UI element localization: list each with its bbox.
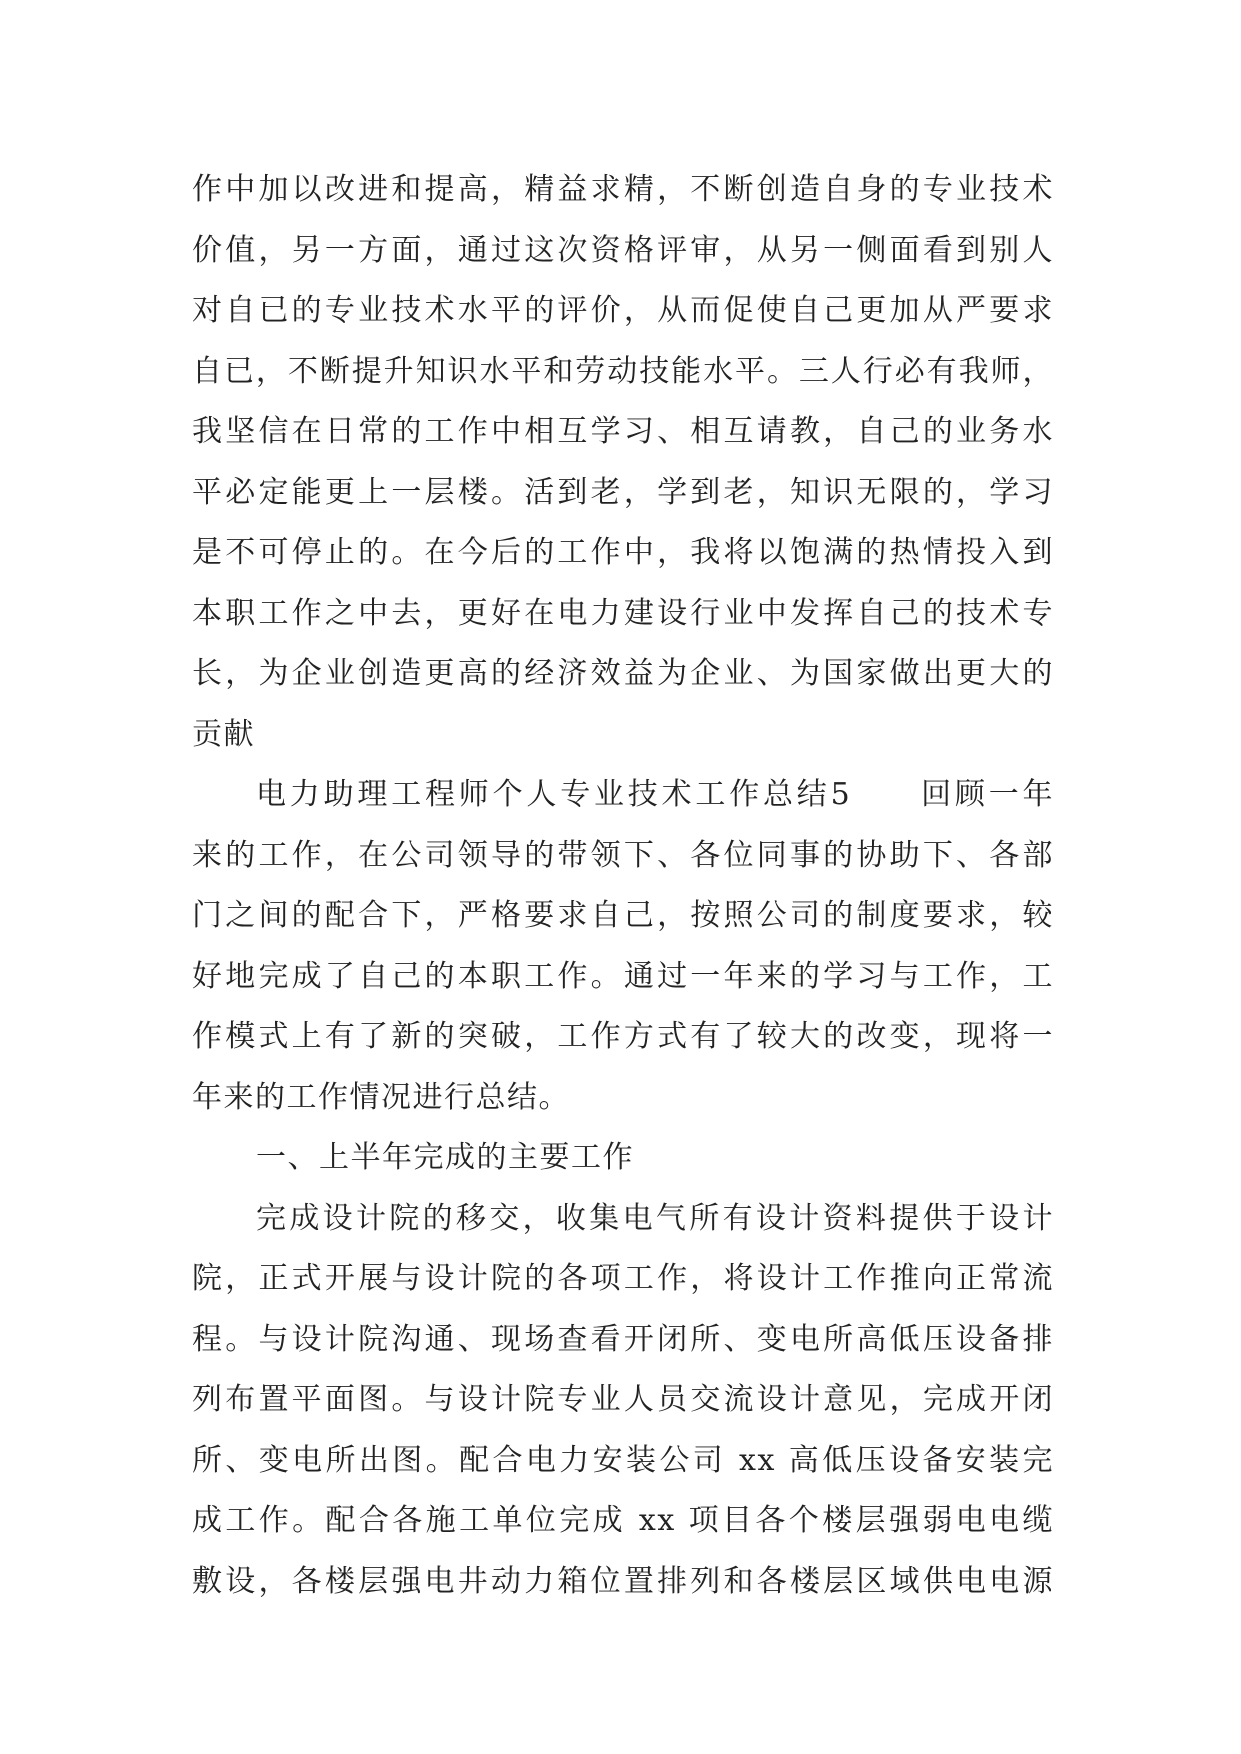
text-line: 程。与设计院沟通、现场查看开闭所、变电所高低压设备排: [192, 1321, 1054, 1357]
text-line: 作中加以改进和提高，精益求精，不断创造自身的专业技术: [192, 172, 1054, 207]
text-line: 自已，不断提升知识水平和劳动技能水平。三人行必有我师，: [192, 353, 1054, 389]
section-title-line: 电力助理工程师个人专业技术工作总结5 回顾一年: [256, 777, 1054, 812]
text-line: 列布置平面图。与设计院专业人员交流设计意见，完成开闭: [192, 1382, 1054, 1417]
text-line: 是不可停止的。在今后的工作中，我将以饱满的热情投入到: [192, 535, 1054, 570]
text-line: 作模式上有了新的突破，工作方式有了较大的改变，现将一: [192, 1019, 1054, 1054]
heading-1: 一、上半年完成的主要工作: [256, 1140, 634, 1175]
paragraph-3: [192, 1189, 1054, 1613]
text-line: 门之间的配合下，严格要求自己，按照公司的制度要求，较: [192, 898, 1054, 933]
text-line: 长，为企业创造更高的经济效益为企业、为国家做出更大的: [192, 656, 1054, 691]
text-line: 敷设，各楼层强电井动力箱位置排列和各楼层区域供电电源: [192, 1563, 1054, 1599]
paragraph-1: [192, 160, 1054, 765]
text-line: 所、变电所出图。配合电力安装公司 xx 高低压设备安装完: [192, 1442, 1054, 1478]
text-line: 院，正式开展与设计院的各项工作，将设计工作推向正常流: [192, 1261, 1054, 1296]
text-line: 好地完成了自己的本职工作。通过一年来的学习与工作，工: [192, 958, 1054, 994]
paragraph-2: [192, 765, 1054, 1128]
document-page: [192, 160, 1054, 1612]
text-line: 贡献: [192, 716, 255, 752]
text-line: 价值，另一方面，通过这次资格评审，从另一侧面看到别人: [192, 232, 1054, 268]
text-line: 平必定能更上一层楼。活到老，学到老，知识无限的，学习: [192, 474, 1054, 510]
text-line: 对自已的专业技术水平的评价，从而促使自己更加从严要求: [192, 293, 1054, 328]
text-line: 我坚信在日常的工作中相互学习、相互请教，自己的业务水: [192, 414, 1054, 449]
text-line: 本职工作之中去，更好在电力建设行业中发挥自己的技术专: [192, 595, 1054, 631]
text-line: 成工作。配合各施工单位完成 xx 项目各个楼层强弱电电缆: [192, 1503, 1054, 1538]
text-line: 完成设计院的移交，收集电气所有设计资料提供于设计: [256, 1200, 1054, 1236]
text-line: 来的工作，在公司领导的带领下、各位同事的协助下、各部: [192, 837, 1054, 873]
text-line: 年来的工作情况进行总结。: [192, 1079, 570, 1115]
